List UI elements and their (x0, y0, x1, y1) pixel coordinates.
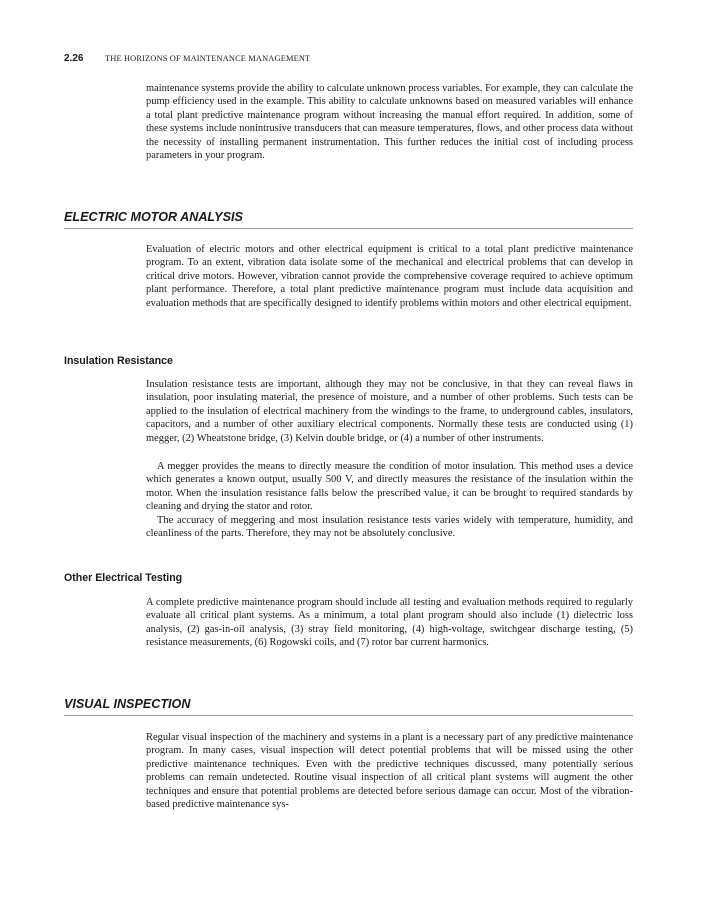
visual-inspection-paragraph: Regular visual inspection of the machinery and systems in a plant is a necessary part of any predictive maintenance program. In many cases, visual inspection will detect potential problems that will be missed using the other predictive maintenance techniques. Even with the predictive techniques discussed, many potentially serious problems can remain undetected. Routine visual inspection of all critical plant systems will augment the other techniques and ensure that potential problems are detected before serious damage can occur. Most of the vibration-based predictive maintenance sys- (146, 732, 633, 811)
section-heading-visual-inspection: VISUAL INSPECTION (64, 697, 633, 716)
book-title: THE HORIZONS OF MAINTENANCE MANAGEMENT (105, 54, 311, 63)
page-number: 2.26 (64, 53, 84, 64)
other-testing-paragraph: A complete predictive maintenance program should include all testing and evaluation methods required to regularly evaluate all critical plant systems. As a minimum, a total plant program should also include (1) dielectric loss analysis, (2) gas-in-oil analysis, (3) stray field monitoring, (4) high-voltage, switchgear discharge testing, (5) resistance measurements, (6) Rogowski coils, and (7) rotor bar current harmonics. (146, 597, 633, 649)
subsection-heading-insulation-resistance: Insulation Resistance (64, 355, 173, 367)
intro-paragraph: maintenance systems provide the ability to calculate unknown process variables. For example, they can calculate the pump efficiency used in the example. This ability to calculate unknowns based on measured variables will enhance a total plant predictive maintenance program without increasing the manual effort required. In addition, some of these systems include nonintrusive transducers that can measure temperatures, flows, and other process data without the necessity of installing permanent instrumentation. This further reduces the initial cost of including process parameters in your program. (146, 83, 633, 162)
insulation-paragraph-2: A megger provides the means to directly measure the condition of motor insulation. This method uses a device which generates a known output, usually 500 V, and directly measures the resistance of the insulation within the motor. When the insulation resistance falls below the prescribed value, it can be brought to required standards by cleaning and drying the stator and rotor. (146, 461, 633, 513)
running-header (64, 53, 310, 67)
insulation-paragraph-1: Insulation resistance tests are important, although they may not be conclusive, in that they can reveal flaws in insulation, poor insulating material, the presence of moisture, and a number of other problems. Such tests can be applied to the insulation of electrical machinery from the windings to the frame, to underground cables, insulators, capacitors, and a number of other auxiliary electrical components. Normally these tests are conducted using (1) megger, (2) Wheatstone bridge, (3) Kelvin double bridge, or (4) a number of other instruments. (146, 379, 633, 444)
insulation-paragraph-3: The accuracy of meggering and most insulation resistance tests varies widely with temperature, humidity, and cleanliness of the parts. Therefore, they may not be absolutely conclusive. (146, 515, 633, 540)
section-heading-electric-motor-analysis: ELECTRIC MOTOR ANALYSIS (64, 210, 633, 229)
electric-motor-paragraph: Evaluation of electric motors and other electrical equipment is critical to a total plant predictive maintenance program. To an extent, vibration data isolate some of the mechanical and electrical problems that can develop in critical drive motors. However, vibration cannot provide the comprehensive coverage required to achieve optimum plant performance. Therefore, a total plant predictive maintenance program must include data acquisition and evaluation methods that are specifically designed to identify problems within motors and other electrical equipment. (146, 244, 633, 309)
subsection-heading-other-electrical-testing: Other Electrical Testing (64, 572, 183, 584)
